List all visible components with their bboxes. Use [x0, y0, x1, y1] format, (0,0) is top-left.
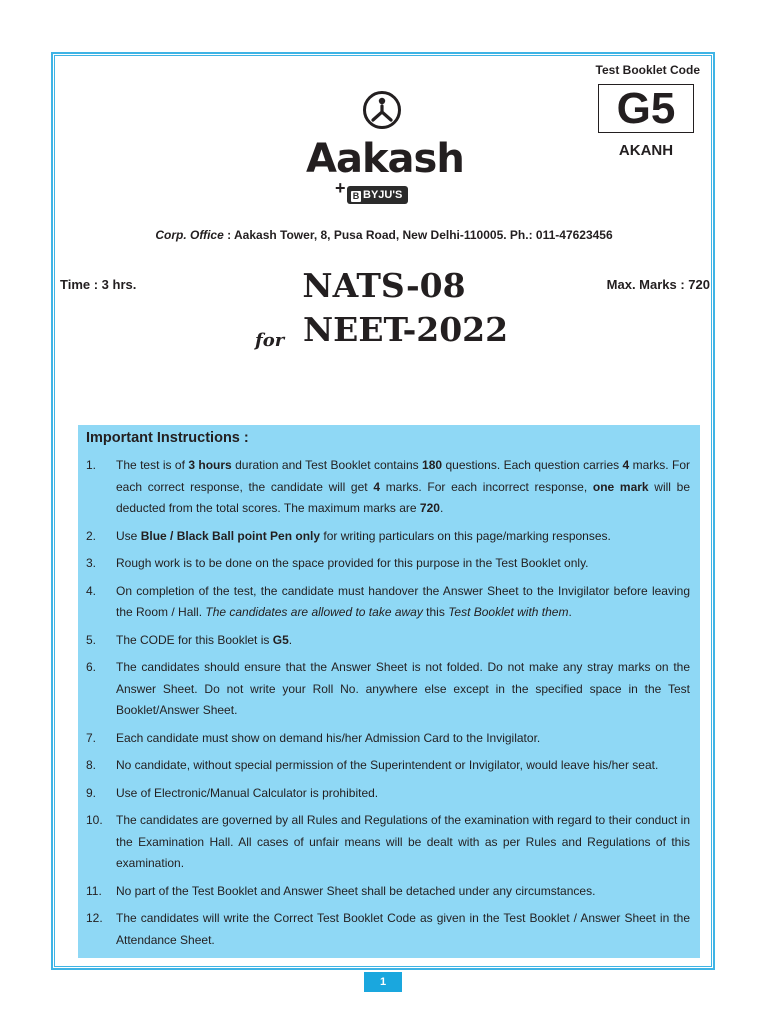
brand-plus: + [335, 178, 346, 198]
instruction-text: No part of the Test Booklet and Answer Sheet shall be detached under any circumstances. [116, 883, 596, 898]
instruction-text: On completion of the test, the candidate must handover the Answer Sheet to the Invigilator before leaving the Room / Hall. The candidates are allowed to take away this Test Booklet with them. [116, 583, 690, 619]
exam-max-marks: Max. Marks : 720 [606, 277, 710, 292]
instruction-text: The candidates should ensure that the Answer Sheet is not folded. Do not make any stray marks on the Answer Sheet. Do not write your Roll No. anywhere else except in the specified space in the Test Booklet/Answer Sheet. [116, 660, 690, 717]
instruction-number: 9. [86, 785, 97, 800]
office-address: : Aakash Tower, 8, Pusa Road, New Delhi-110005. Ph.: 011-47623456 [223, 228, 613, 242]
booklet-code-label: Test Booklet Code [595, 63, 700, 77]
corporate-office [0, 228, 768, 242]
instruction-number: 4. [86, 583, 97, 598]
instruction-number: 11. [86, 883, 102, 898]
partner-badge [347, 186, 408, 204]
instruction-number: 6. [86, 660, 97, 674]
instruction-item [86, 630, 690, 652]
instruction-item [86, 783, 690, 805]
aakash-emblem-icon [362, 90, 402, 130]
instruction-item [86, 908, 690, 951]
instruction-text: The candidates will write the Correct Test Booklet Code as given in the Test Booklet / Answer Sheet in the Attendance Sheet. [116, 911, 690, 947]
instruction-item [86, 526, 690, 548]
instruction-text: The CODE for this Booklet is G5. [116, 632, 293, 647]
instructions-panel [78, 425, 700, 958]
instruction-number: 1. [86, 458, 97, 472]
aakash-logo [300, 88, 470, 212]
instruction-item [86, 810, 690, 875]
instruction-text: Use of Electronic/Manual Calculator is prohibited. [116, 785, 379, 800]
instruction-number: 10. [86, 813, 103, 827]
page-number: 1 [364, 972, 402, 992]
instruction-number: 12. [86, 911, 103, 925]
exam-subtitle: NEET-2022 [303, 310, 509, 349]
instruction-item [86, 581, 690, 624]
instruction-text: No candidate, without special permission of the Superintendent or Invigilator, would leave his/her seat. [116, 758, 659, 772]
instruction-number: 7. [86, 730, 97, 745]
booklet-code-word: AKANH [618, 142, 674, 159]
byjus-icon: B [352, 191, 360, 201]
instruction-item [86, 728, 690, 750]
instruction-text: Use Blue / Black Ball point Pen only for writing particulars on this page/marking responses. [116, 528, 611, 543]
instruction-number: 3. [86, 556, 97, 570]
instruction-text: Rough work is to be done on the space provided for this purpose in the Test Booklet only. [116, 556, 589, 570]
instruction-number: 2. [86, 528, 97, 543]
instruction-item [86, 455, 690, 520]
instruction-text: Each candidate must show on demand his/her Admission Card to the Invigilator. [116, 730, 541, 745]
instruction-item [86, 881, 690, 903]
instructions-heading: Important Instructions : [86, 430, 249, 446]
instructions-list [86, 455, 690, 951]
exam-for: for [255, 330, 285, 351]
instruction-item [86, 553, 690, 575]
exam-time: Time : 3 hrs. [60, 277, 137, 292]
instruction-text: The test is of 3 hours duration and Test Booklet contains 180 questions. Each question carries 4 marks. For each correct response, the candidate will get 4 marks. For each incorrect response, one mark will be deducted from the total scores. The maximum marks are 720. [116, 458, 691, 515]
instruction-number: 5. [86, 632, 97, 647]
booklet-code-box: G5 [598, 84, 694, 133]
instruction-item [86, 657, 690, 722]
instruction-number: 8. [86, 758, 97, 772]
partner-name: BYJU'S [363, 189, 403, 201]
office-prefix: Corp. Office [155, 228, 224, 242]
instruction-text: The candidates are governed by all Rules and Regulations of the examination with regard to their conduct in the Examination Hall. All cases of unfair means will be dealt with as per Rules and Regulations of this examination. [116, 813, 690, 870]
instruction-item [86, 755, 690, 777]
exam-title: NATS-08 [302, 266, 466, 305]
brand-name: Aakash [306, 136, 464, 182]
